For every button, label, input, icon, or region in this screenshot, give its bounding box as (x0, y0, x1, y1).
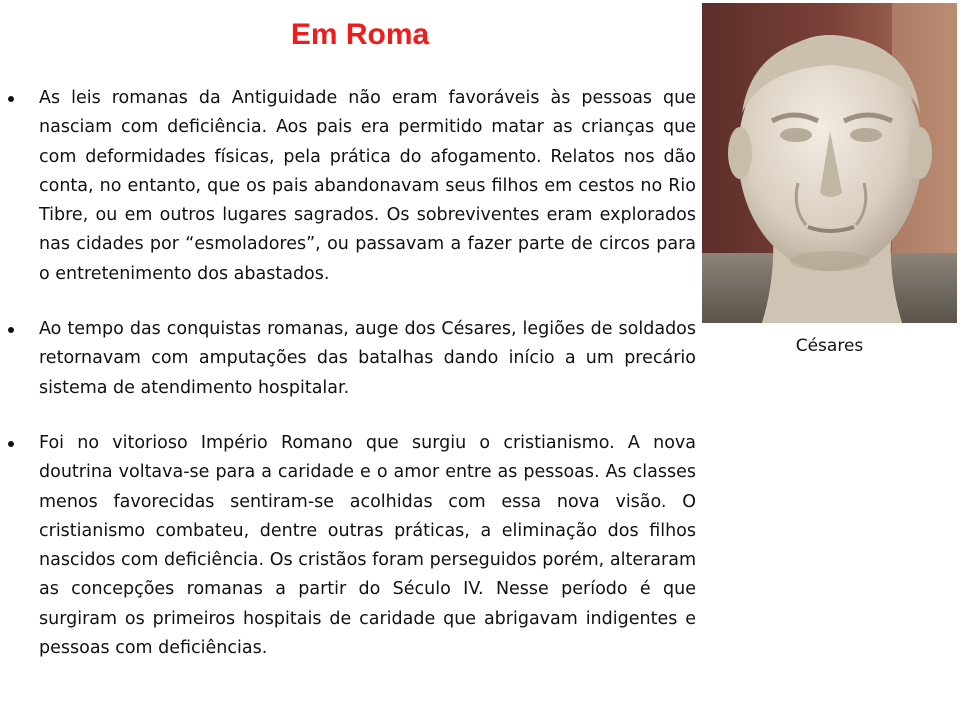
bullet-text: As leis romanas da Antiguidade não eram favoráveis às pessoas que nasciam com deficiência. Aos pais era permitido matar as crianças que com deformidades físicas, pela prática do afogamento. Relatos nos dão conta, no entanto, que os pais abandonavam seus filhos em cestos no Rio Tibre, ou em outros lugares sagrados. Os sobreviventes eram explorados nas cidades por “esmoladores”, ou passavam a fazer parte de circos para o entretenimento dos abastados. (39, 88, 696, 284)
bullet-text: Foi no vitorioso Império Romano que surgiu o cristianismo. A nova doutrina voltava-se para a caridade e o amor entre as pessoas. As classes menos favorecidas sentiram-se acolhidas com essa nova visão. O cristianismo combateu, dentre outras práticas, a eliminação dos filhos nascidos com deficiência. Os cristãos foram perseguidos porém, alteraram as concepções romanas a partir do Século IV. Nesse período é que surgiram os primeiros hospitais de caridade que abrigavam indigentes e pessoas com deficiências. (39, 432, 696, 659)
bullet-text: Ao tempo das conquistas romanas, auge dos Césares, legiões de soldados retornavam com amputações das batalhas dando início a um precário sistema de atendimento hospitalar. (39, 319, 696, 398)
slide-title: Em Roma (290, 18, 430, 51)
bullet-list (24, 84, 696, 689)
bullet-item (24, 429, 696, 663)
bullet-dot-icon (8, 441, 14, 447)
image-caption: Césares (795, 336, 864, 356)
bullet-item (24, 315, 696, 403)
bullet-dot-icon (8, 96, 14, 102)
bullet-dot-icon (8, 327, 14, 333)
marble-bust-photo (702, 3, 957, 323)
bullet-item (24, 84, 696, 289)
bust-illustration (702, 3, 957, 323)
